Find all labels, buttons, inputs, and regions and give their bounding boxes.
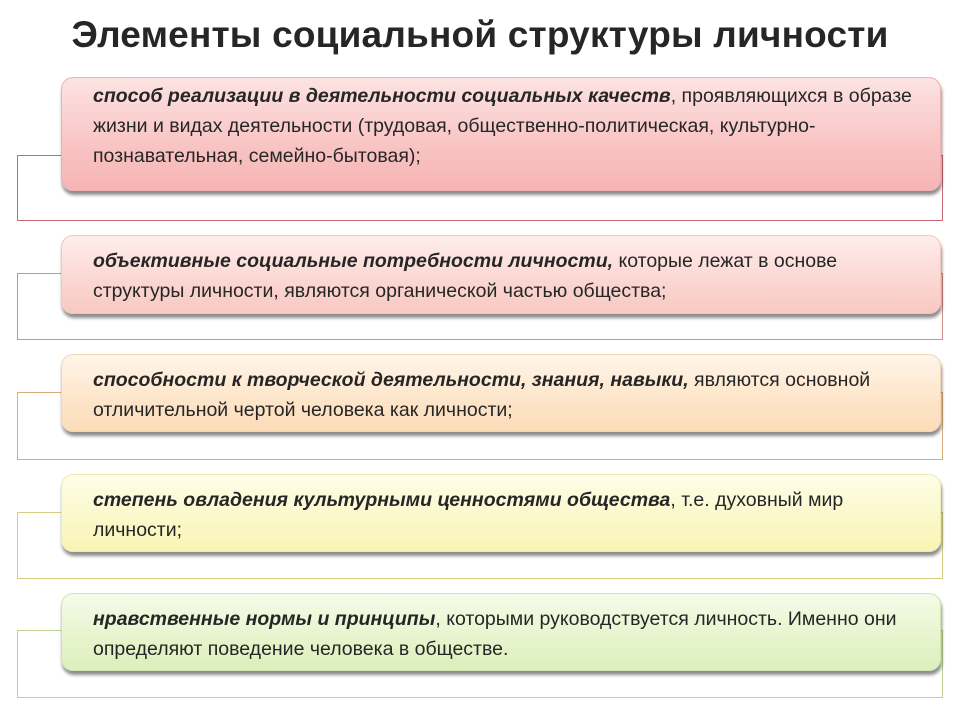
element-description: которые лежат в основе структуры личности, являются органической частью общества; [93, 250, 838, 302]
element-description: , проявляющихся в образе жизни и видах деятельности (трудовая, общественно-политическая, культурно-познавательная, семейно-бытовая); [93, 85, 912, 167]
page-title: Элементы социальной структуры личности [71, 14, 889, 55]
element-card [61, 474, 941, 552]
element-card [61, 354, 941, 432]
element-description: , т.е. духовный мир личности; [93, 489, 844, 541]
element-card [61, 235, 941, 314]
element-term: способ реализации в деятельности социальных качеств [93, 85, 671, 107]
element-term: объективные социальные потребности личности, [93, 250, 614, 272]
element-description: являются основной отличительной чертой человека как личности; [93, 369, 871, 421]
element-card [61, 593, 941, 671]
element-term: нравственные нормы и принципы [93, 608, 436, 630]
element-description: , которыми руководствуется личность. Именно они определяют поведение человека в обществе. [93, 608, 897, 660]
element-term: степень овладения культурными ценностями общества [93, 489, 671, 511]
element-card [61, 77, 941, 191]
element-term: способности к творческой деятельности, знания, навыки, [93, 369, 689, 391]
